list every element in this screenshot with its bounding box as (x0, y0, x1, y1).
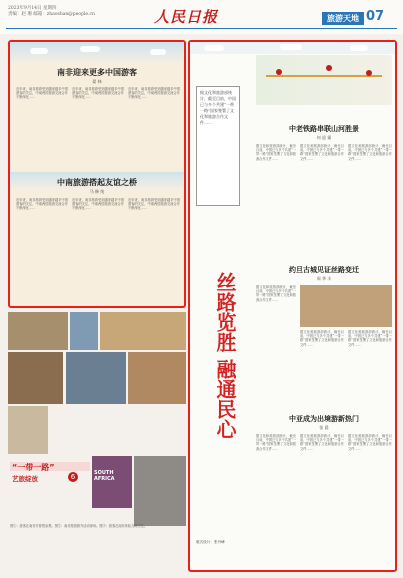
headline-jordan: 约旦古城见证丝路变迁 (289, 266, 359, 274)
left-column-1: 近年来，南非旅游受到越来越多中国游客的关注，中南两国旅游交流合作不断深化…… (16, 87, 68, 100)
series-number: 6 (68, 472, 78, 482)
section-name: 旅游天地 (322, 12, 364, 25)
intro-sidebar-box (196, 86, 240, 206)
right-column-7: 据文化和旅游部统计，截至目前，中国已与多个共建“一带一路”国家签署了文化和旅游合作文件…… (256, 434, 296, 451)
left-article-frame (8, 40, 186, 308)
south-africa-text: SOUTH AFRICA (94, 470, 115, 482)
date-line (8, 6, 128, 18)
photo-jordan-ruins (300, 285, 392, 327)
right-column-9: 据文化和旅游部统计，截至目前，中国已与多个共建“一带一路”国家签署了文化和旅游合作文件…… (348, 434, 392, 451)
intro-text: 据文化和旅游部统计，截至目前，中国已与多个共建“一带一路”国家签署了文化和旅游合作文件…… (200, 90, 236, 125)
route-pin-icon (366, 70, 372, 76)
photo-person-1 (8, 352, 63, 404)
byline-jordan: 周 华 丰 (316, 276, 332, 281)
headline-china-laos-railway: 中老铁路串联山河胜景 (289, 125, 359, 133)
newspaper-title: 人民日报 (154, 8, 219, 26)
cloud-icon (280, 44, 302, 50)
cloud-icon (350, 45, 368, 51)
photo-man-smiling (134, 456, 186, 526)
byline-central-asia: 张 晨 (319, 425, 329, 430)
headline-friendship-bridge: 中南旅游搭起友谊之桥 (57, 178, 137, 187)
cloud-icon (30, 48, 48, 54)
series-banner (10, 462, 90, 488)
editor-credit: 版式设计：张丹峰 (196, 540, 225, 544)
vertical-feature-title: 丝路览胜 融通民心 (213, 271, 237, 439)
left-column-3: 近年来，南非旅游受到越来越多中国游客的关注，中南两国旅游交流合作不断深化…… (128, 87, 180, 100)
silk-road-map-illustration (256, 55, 392, 105)
byline-2: 马 修 纯 (89, 189, 105, 194)
route-line (266, 75, 382, 77)
right-column-4: 据文化和旅游部统计，截至目前，中国已与多个共建“一带一路”国家签署了文化和旅游合作文件…… (256, 285, 296, 302)
editor-email: 责编：赵 珊 邮箱：zhaoshan@people.cn (8, 12, 95, 17)
right-column-2: 据文化和旅游部统计，截至目前，中国已与多个共建“一带一路”国家签署了文化和旅游合作文件…… (300, 144, 344, 161)
photo-captions: 图①：游客在南非开普敦参观。图②：南非旅游推介活动现场。图③：游客在南非体验当地文化。 (10, 524, 148, 528)
page-number: 07 (366, 9, 385, 24)
headline-south-africa: 南非迎来更多中国游客 (57, 68, 137, 77)
left-column-6: 近年来，南非旅游受到越来越多中国游客的关注，中南两国旅游交流合作不断深化…… (128, 198, 180, 211)
left-column-5: 近年来，南非旅游受到越来越多中国游客的关注，中南两国旅游交流合作不断深化…… (72, 198, 124, 211)
banner-title: “一带一路” (12, 463, 55, 472)
headline-central-asia: 中亚成为出境游新热门 (289, 415, 359, 423)
right-column-1: 据文化和旅游部统计，截至目前，中国已与多个共建“一带一路”国家签署了文化和旅游合作文件…… (256, 144, 296, 161)
left-column-2: 近年来，南非旅游受到越来越多中国游客的关注，中南两国旅游交流合作不断深化…… (72, 87, 124, 100)
date: 2023年9月14日 星期四 (8, 6, 57, 11)
photo-landmark (128, 352, 186, 404)
right-column-3: 据文化和旅游部统计，截至目前，中国已与多个共建“一带一路”国家签署了文化和旅游合作文件…… (348, 144, 392, 161)
left-column-4: 近年来，南非旅游受到越来越多中国游客的关注，中南两国旅游交流合作不断深化…… (16, 198, 68, 211)
photo-craft (8, 406, 48, 454)
cloud-icon (80, 46, 100, 52)
byline-railway: 何 迎 霜 (316, 135, 332, 140)
route-pin-icon (326, 65, 332, 71)
photo-person-2 (66, 352, 126, 404)
photo-arch (8, 312, 68, 350)
byline-1: 晏 林 (92, 79, 102, 84)
cloud-icon (204, 45, 224, 51)
cloud-icon (150, 49, 166, 55)
photo-sky (70, 312, 98, 350)
right-column-8: 据文化和旅游部统计，截至目前，中国已与多个共建“一带一路”国家签署了文化和旅游合作文件…… (300, 434, 344, 451)
route-pin-icon (276, 69, 282, 75)
banner-subtitle: 艺旅绽放 (12, 475, 38, 483)
right-column-5: 据文化和旅游部统计，截至目前，中国已与多个共建“一带一路”国家签署了文化和旅游合作文件…… (300, 330, 344, 347)
right-column-6: 据文化和旅游部统计，截至目前，中国已与多个共建“一带一路”国家签署了文化和旅游合作文件…… (348, 330, 392, 347)
photo-architecture (100, 312, 186, 350)
masthead-rule (6, 28, 397, 29)
photo-south-africa (92, 456, 132, 508)
